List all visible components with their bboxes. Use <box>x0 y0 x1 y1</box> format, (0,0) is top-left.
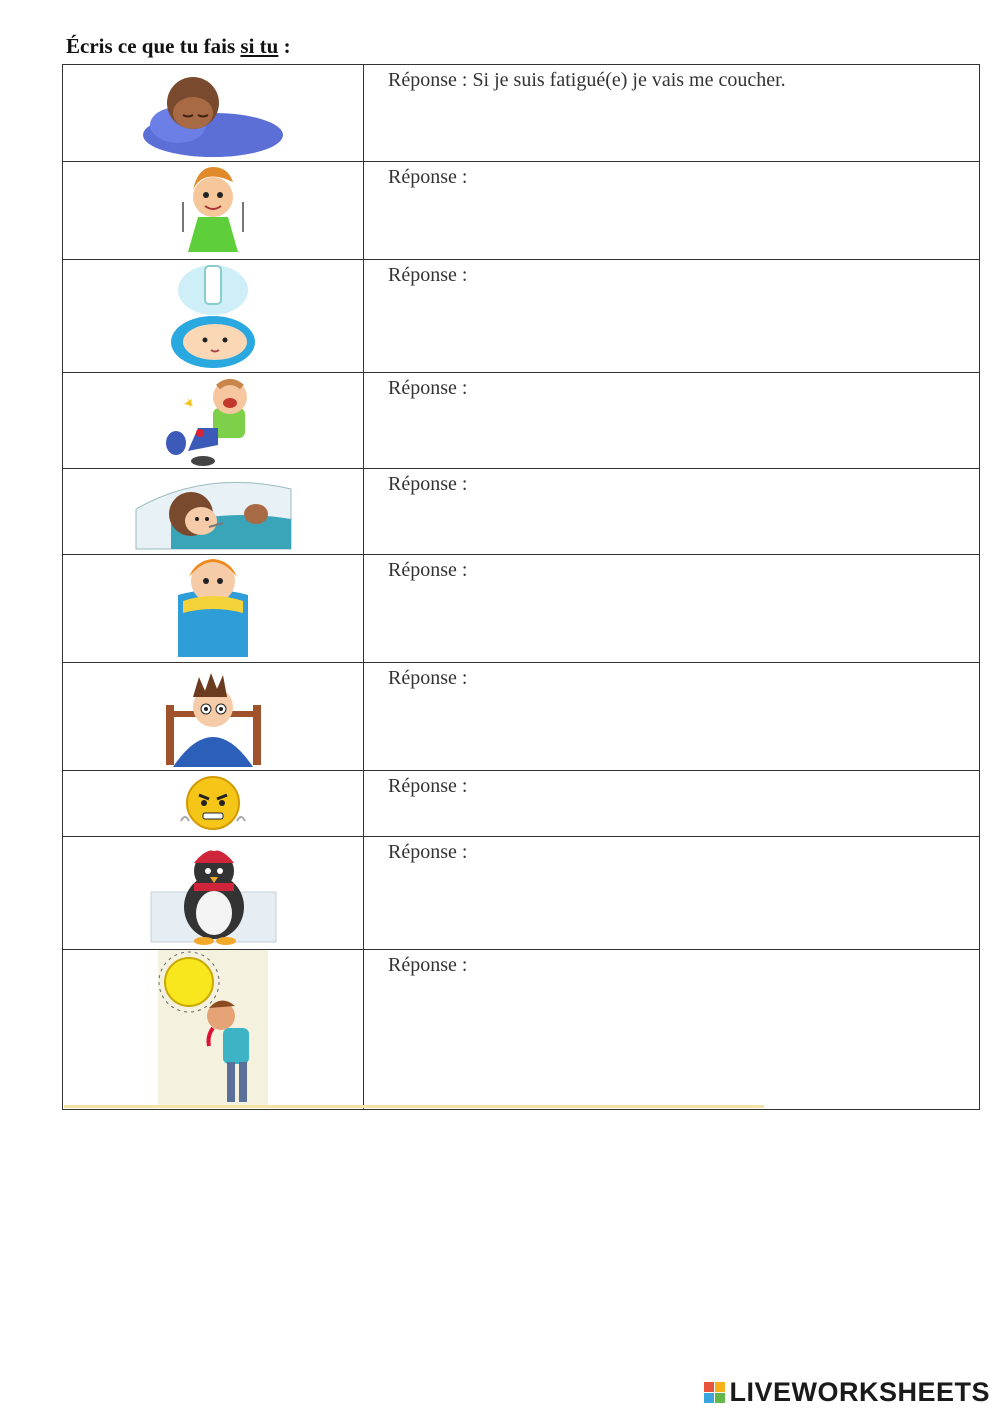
answer-cell[interactable] <box>364 260 980 373</box>
answer-label: Réponse : <box>388 775 473 797</box>
answer-label: Réponse : <box>388 473 473 495</box>
image-cell <box>63 469 364 555</box>
thirsty-baby-icon <box>163 260 263 370</box>
sleeping-boy-icon <box>138 65 288 160</box>
table-row <box>63 950 980 1110</box>
table-row <box>63 555 980 663</box>
heading-colon: : <box>278 34 291 58</box>
answer-cell[interactable] <box>364 950 980 1110</box>
answer-cell[interactable] <box>364 837 980 950</box>
image-cell <box>63 555 364 663</box>
table-row <box>63 373 980 469</box>
hurt-knee-boy-icon <box>158 373 268 467</box>
answer-label: Réponse : <box>388 841 473 863</box>
logo-text: LIVEWORKSHEETS <box>729 1377 990 1407</box>
logo-mark-icon <box>704 1382 725 1403</box>
table-row <box>63 260 980 373</box>
answer-cell[interactable] <box>364 373 980 469</box>
answer-label: Réponse : <box>388 377 473 399</box>
answer-cell[interactable] <box>364 663 980 771</box>
heading-underlined-text: si tu <box>240 34 279 58</box>
image-cell <box>63 950 364 1110</box>
cold-boy-blanket-icon <box>173 555 253 661</box>
answer-label: Réponse : <box>388 667 473 689</box>
table-row <box>63 663 980 771</box>
scared-boy-bed-icon <box>161 663 266 769</box>
answer-label: Réponse : <box>388 166 473 188</box>
heading-text: Écris ce que tu fais <box>66 34 241 58</box>
image-cell <box>63 65 364 162</box>
answer-label: Réponse : <box>388 954 473 976</box>
answer-label: Réponse : <box>388 69 473 91</box>
table-row <box>63 469 980 555</box>
image-cell <box>63 771 364 837</box>
decorative-stripe <box>64 1105 764 1108</box>
answer-label: Réponse : <box>388 559 473 581</box>
freezing-penguin-icon <box>146 837 281 947</box>
answer-cell[interactable] <box>364 555 980 663</box>
image-cell <box>63 162 364 260</box>
image-cell <box>63 837 364 950</box>
image-cell <box>63 260 364 373</box>
table-row <box>63 162 980 260</box>
answer-cell[interactable] <box>364 65 980 162</box>
hungry-boy-icon <box>173 162 253 258</box>
table-row <box>63 837 980 950</box>
sick-in-bed-icon <box>131 469 296 553</box>
answer-table <box>62 64 980 1110</box>
table-row <box>63 65 980 162</box>
answer-label: Réponse : <box>388 264 473 286</box>
answer-cell[interactable] <box>364 771 980 837</box>
table-row <box>63 771 980 837</box>
image-cell <box>63 373 364 469</box>
angry-face-icon <box>173 771 253 835</box>
liveworksheets-logo <box>704 1377 990 1408</box>
worksheet-heading <box>66 34 291 59</box>
image-cell <box>63 663 364 771</box>
answer-text[interactable]: Si je suis fatigué(e) je vais me coucher. <box>472 69 786 91</box>
answer-cell[interactable] <box>364 469 980 555</box>
hot-sun-man-icon <box>153 950 273 1108</box>
answer-cell[interactable] <box>364 162 980 260</box>
